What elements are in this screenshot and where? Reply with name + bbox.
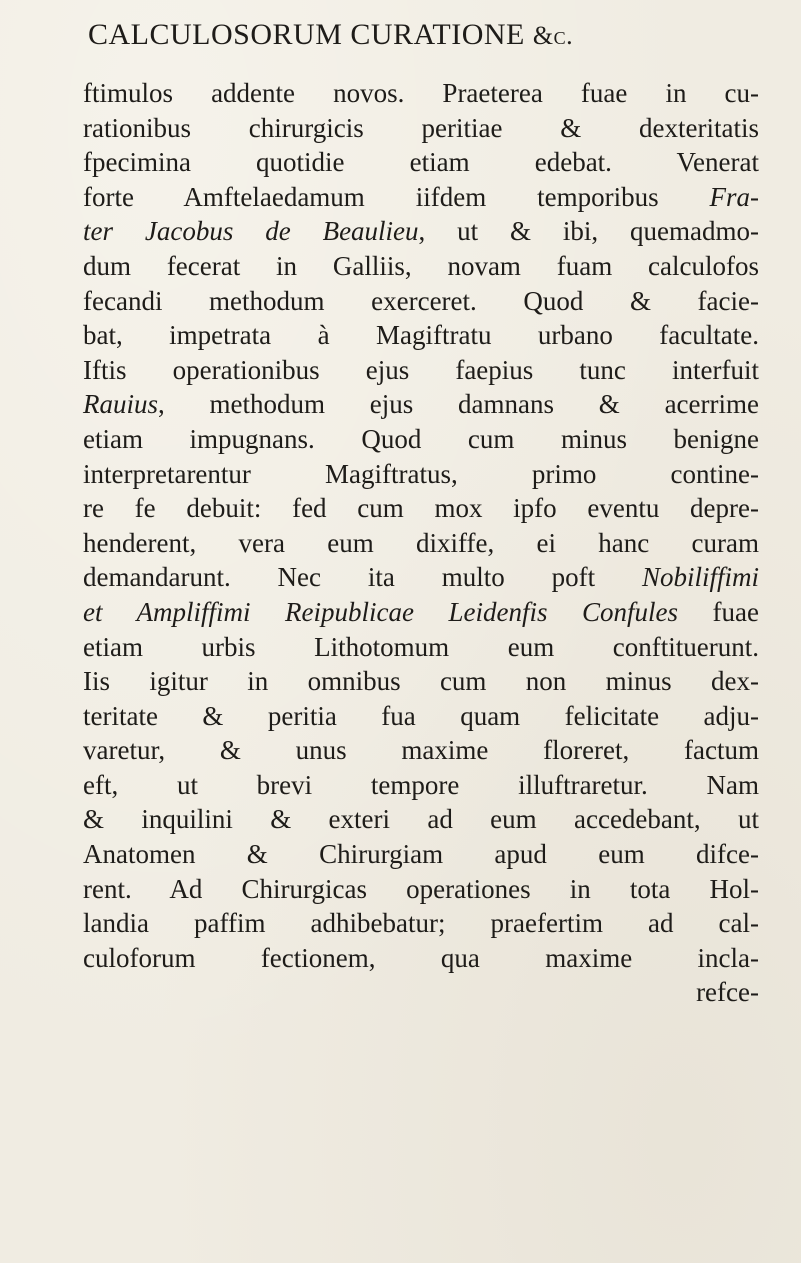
body-text [83, 76, 759, 1010]
text-run: etiam urbis Lithotomum eum conftituerunt. [83, 631, 759, 662]
text-line [83, 422, 759, 457]
text-run: rationibus chirurgicis peritiae & dexteritatis [83, 112, 759, 143]
text-run: , ut & ibi, quemadmo- [418, 216, 760, 247]
text-line [83, 111, 759, 146]
text-run: rent. Ad Chirurgicas operationes in tota Hol- [83, 873, 759, 904]
text-run: teritate & peritia fua quam felicitate adju- [83, 700, 759, 731]
text-run: dum fecerat in Galliis, novam fuam calculofos [83, 250, 759, 281]
text-run: culoforum fectionem, qua maxime incla- [83, 942, 759, 973]
text-line [83, 526, 759, 561]
text-line [83, 906, 759, 941]
text-line [83, 802, 759, 837]
text-line [83, 975, 759, 1010]
text-run: Iis igitur in omnibus cum non minus dex- [83, 666, 759, 697]
italic-text-run: Fra- [709, 181, 759, 212]
text-run: etiam impugnans. Quod cum minus benigne [83, 423, 759, 454]
text-line [83, 180, 759, 215]
text-line [83, 387, 759, 422]
italic-text-run: et Ampliffimi Reipublicae Leidenfis Confules [83, 596, 679, 627]
text-line [83, 284, 759, 319]
text-run: refce- [696, 977, 759, 1008]
running-head-suffix: &c. [532, 21, 574, 50]
text-line [83, 560, 759, 595]
text-line [83, 699, 759, 734]
italic-text-run: ter Jacobus de Beaulieu [83, 216, 419, 247]
text-line [83, 872, 759, 907]
text-run: Iftis operationibus ejus faepius tunc interfuit [83, 354, 759, 385]
text-line [83, 353, 759, 388]
text-line [83, 491, 759, 526]
text-line [83, 664, 759, 699]
text-line [83, 630, 759, 665]
text-line [83, 837, 759, 872]
italic-text-run: Rauius [83, 389, 159, 420]
text-line [83, 941, 759, 976]
text-line [83, 768, 759, 803]
text-run: & inquilini & exteri ad eum accedebant, ut [83, 804, 759, 835]
text-line [83, 76, 759, 111]
text-run: interpretarentur Magiftratus, primo contine- [83, 458, 759, 489]
text-line [83, 318, 759, 353]
text-run: forte Amftelaedamum iifdem temporibus [83, 181, 710, 212]
text-run: fpecimina quotidie etiam edebat. Venerat [83, 147, 759, 178]
text-run: fuae [678, 596, 759, 627]
text-run: fecandi methodum exerceret. Quod & facie- [83, 285, 759, 316]
running-head [88, 18, 688, 52]
text-run: varetur, & unus maxime floreret, factum [83, 735, 759, 766]
text-line [83, 457, 759, 492]
text-run: , methodum ejus damnans & acerrime [158, 389, 759, 420]
text-run: bat, impetrata à Magiftratu urbano facultate. [83, 320, 759, 351]
text-line [83, 595, 759, 630]
running-head-title: CALCULOSORUM CURATIONE [88, 18, 525, 51]
italic-text-run: Nobiliffimi [641, 562, 759, 593]
text-run: demandarunt. Nec ita multo poft [83, 562, 642, 593]
text-run: Anatomen & Chirurgiam apud eum difce- [83, 839, 759, 870]
text-run: henderent, vera eum dixiffe, ei hanc curam [83, 527, 759, 558]
text-run: re fe debuit: fed cum mox ipfo eventu depre- [83, 493, 759, 524]
text-line [83, 214, 759, 249]
text-line [83, 733, 759, 768]
text-run: landia paffim adhibebatur; praefertim ad cal- [83, 908, 759, 939]
text-run: ftimulos addente novos. Praeterea fuae in cu- [83, 78, 759, 108]
text-run: eft, ut brevi tempore illuftraretur. Nam [83, 769, 759, 800]
text-line [83, 249, 759, 284]
text-line [83, 145, 759, 180]
